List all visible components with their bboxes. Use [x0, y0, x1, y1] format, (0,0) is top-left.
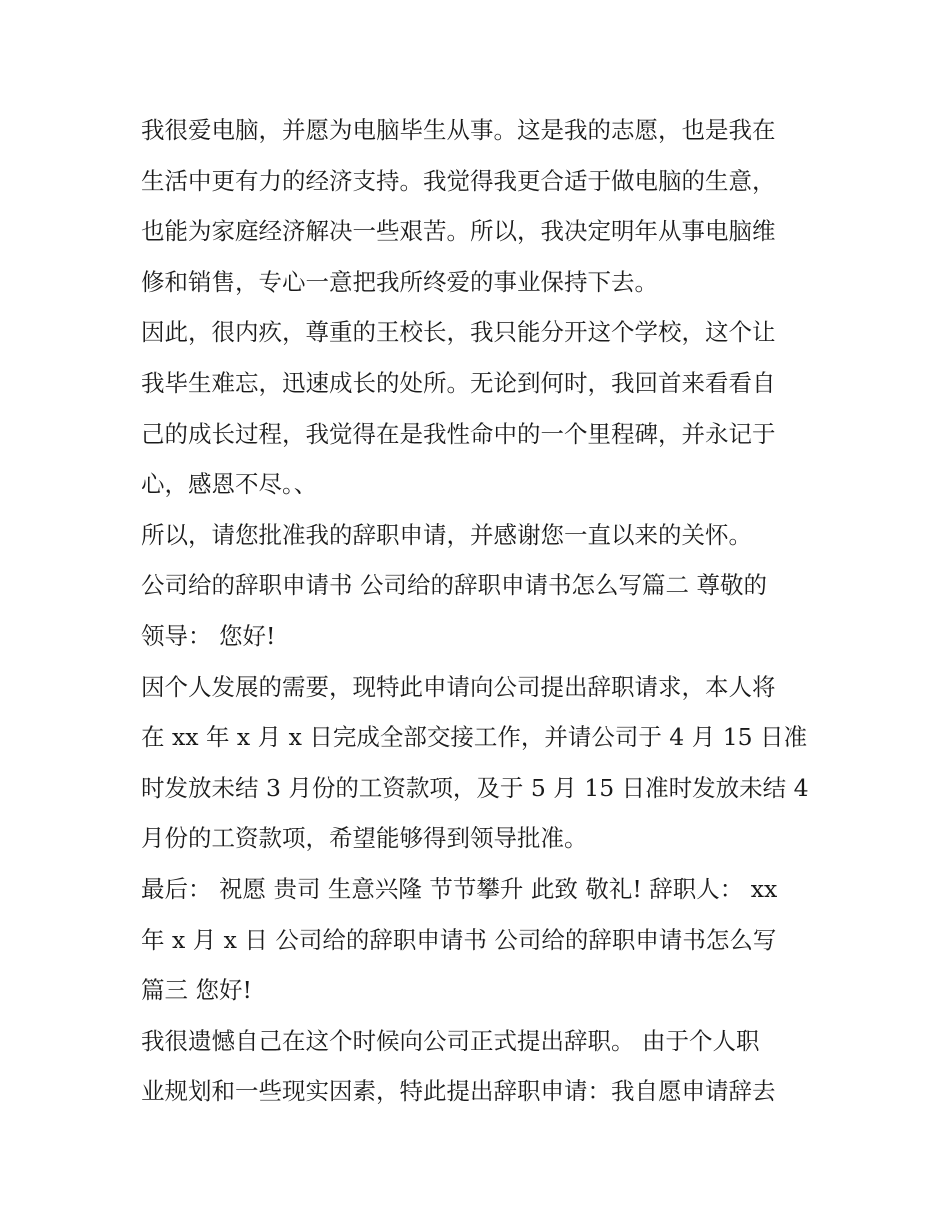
- text-line: 所以，请您批准我的辞职申请，并感谢您一直以来的关怀。: [141, 520, 752, 549]
- text-line: 在 xx 年 x 月 x 日完成全部交接工作，并请公司于 4 月 15 日准: [141, 723, 808, 752]
- text-line: 修和销售，专心一意把我所终爱的事业保持下去。: [141, 267, 658, 296]
- text-line: 篇三 您好!: [141, 976, 252, 1005]
- text-line: 心，感恩不尽。、: [141, 470, 318, 499]
- text-line: 我很爱电脑，并愿为电脑毕生从事。这是我的志愿，也是我在: [141, 116, 776, 144]
- paragraph-3: [141, 510, 813, 561]
- text-line: 年 x 月 x 日 公司给的辞职申请书 公司给的辞职申请书怎么写: [141, 925, 777, 954]
- text-line: 领导： 您好!: [141, 621, 276, 650]
- text-line: 公司给的辞职申请书 公司给的辞职申请书怎么写篇二 尊敬的: [141, 571, 767, 600]
- document-body: [141, 105, 813, 1117]
- text-line: 时发放未结 3 月份的工资款项，及于 5 月 15 日准时发放未结 4: [141, 773, 809, 802]
- paragraph-5: [141, 662, 813, 864]
- text-line: 最后： 祝愿 贵司 生意兴隆 节节攀升 此致 敬礼! 辞职人： xx: [141, 874, 778, 903]
- text-line: 也能为家庭经济解决一些艰苦。所以，我决定明年从事电脑维: [141, 217, 776, 246]
- paragraph-6: [141, 864, 813, 1016]
- text-line: 我毕生难忘，迅速成长的处所。无论到何时，我回首来看看自: [141, 368, 776, 397]
- paragraph-1: [141, 105, 813, 307]
- paragraph-7: [141, 1016, 813, 1117]
- text-line: 业规划和一些现实因素，特此提出辞职申请：我自愿申请辞去: [141, 1077, 776, 1106]
- text-line: 因此，很内疚，尊重的王校长，我只能分开这个学校，这个让: [141, 318, 776, 347]
- text-line: 月份的工资款项，希望能够得到领导批准。: [141, 824, 588, 853]
- paragraph-2: [141, 307, 813, 509]
- text-line: 因个人发展的需要，现特此申请向公司提出辞职请求，本人将: [141, 672, 776, 701]
- text-line: 我很遗憾自己在这个时候向公司正式提出辞职。 由于个人职: [141, 1026, 760, 1055]
- text-line: 生活中更有力的经济支持。我觉得我更合适于做电脑的生意，: [141, 166, 776, 195]
- paragraph-4: [141, 560, 813, 661]
- text-line: 己的成长过程，我觉得在是我性命中的一个里程碑，并永记于: [141, 419, 776, 448]
